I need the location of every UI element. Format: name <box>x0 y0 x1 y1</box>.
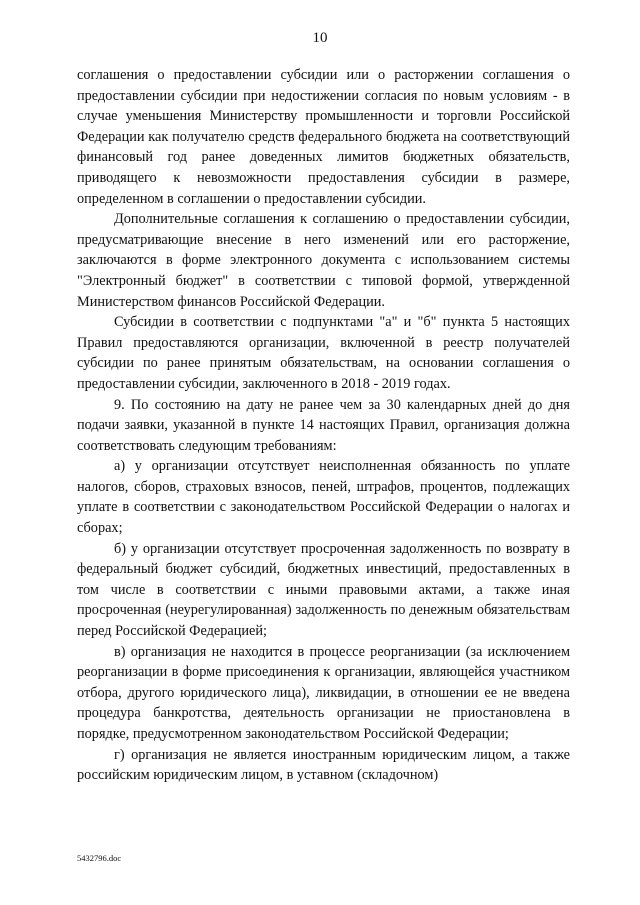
paragraph-item-9v: в) организация не находится в процессе реорганизации (за исключением реорганизации в форме присоединения к организации, являющейся участником отбора, другого юридического лица), ликвидации, в отношении ее не введена процедура банкротства, деятельность организации не приостановлена в порядке, предусмотренном законодательством Российской Федерации; <box>77 643 570 742</box>
paragraph-additional-agreements: Дополнительные соглашения к соглашению о предоставлении субсидии, предусматривающие внесение в него изменений или его расторжение, заключаются в форме электронного документа с использованием системы "Электронный бюджет" в соответствии с типовой формой, утвержденной Министерством финансов Российской Федерации. <box>77 211 570 310</box>
page-number: 10 <box>312 30 328 46</box>
paragraph-item-9: 9. По состоянию на дату не ранее чем за 30 календарных дней до дня подачи заявки, указанной в пункте 14 настоящих Правил, организация должна соответствовать следующим требованиям: <box>77 396 570 454</box>
paragraph-item-9g: г) организация не является иностранным юридическим лицом, а также российским юридическим лицом, в уставном (складочном) <box>77 746 570 784</box>
paragraph-item-9a: а) у организации отсутствует неисполненная обязанность по уплате налогов, сборов, страховых взносов, пеней, штрафов, процентов, подлежащих уплате в соответствии с законодательством Российской Федерации о налогах и сборах; <box>77 458 570 537</box>
paragraph-item-9b: б) у организации отсутствует просроченная задолженность по возврату в федеральный бюджет субсидий, бюджетных инвестиций, предоставленных в том числе в соответствии с иными правовыми актами, а также иная просроченная (неурегулированная) задолженность по денежным обязательствам перед Российской Федерацией; <box>77 540 570 640</box>
document-footer-filename: 5432796.doc <box>77 853 122 863</box>
paragraph-subsidies-registry: Субсидии в соответствии с подпунктами "а" и "б" пункта 5 настоящих Правил предоставляются организации, включенной в реестр получателей субсидии по ранее принятым обязательствам, на основании соглашения о предоставлении субсидии, заключенного в 2018 - 2019 годах. <box>77 314 570 392</box>
document-body <box>77 65 570 786</box>
paragraph-continuation: соглашения о предоставлении субсидии или о расторжении соглашения о предоставлении субсидии при недостижении согласия по новым условиям - в случае уменьшения Министерству промышленности и торговли Российской Федерации как получателю средств федерального бюджета на соответствующий финансовый год ранее доведенных лимитов бюджетных обязательств, приводящего к невозможности предоставления субсидии в размере, определенном в соглашении о предоставлении субсидии. <box>77 67 570 207</box>
